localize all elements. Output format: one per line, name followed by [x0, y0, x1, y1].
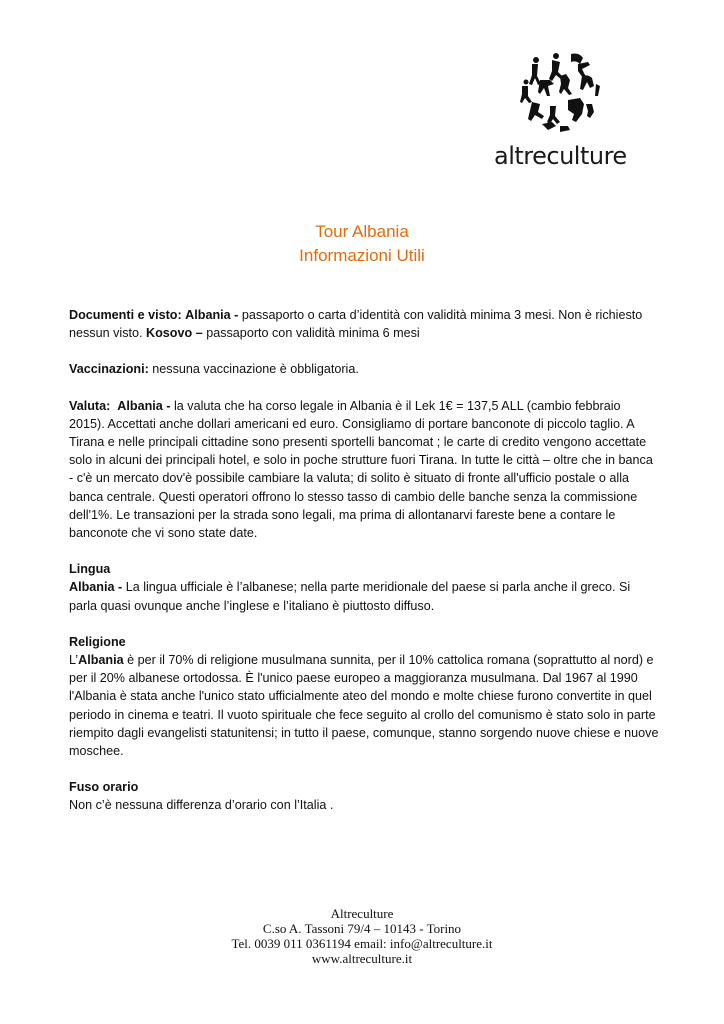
- documenti-country-1: Albania -: [185, 308, 239, 322]
- vaccinazioni-label: Vaccinazioni:: [69, 362, 149, 377]
- section-documenti: [69, 306, 659, 342]
- documenti-label: Documenti e visto:: [69, 308, 182, 322]
- religione-text: è per il 70% di religione musulmana sunnita, per il 10% cattolica romana (soprattutto al nord) e per il 20% albanese ortodossa. È l'unico paese europeo a maggioranza musulmana. Dal 1967 al 1990 l'Albania è stata anche l'unico stato ufficialmente ateo del mondo e molte chiese furono convertite in quel periodo in cinema e teatri. Il vuoto spirituale che fece seguito al crollo del comunismo è stato solo in parte riempito dagli evangelisti statunitensi; in tutto il paese, comunque, stanno sorgendo nuove chiese e nuove moschee.: [69, 653, 659, 759]
- documenti-text-2: passaporto con validità minima 6 mesi: [206, 326, 420, 341]
- title-line-2: Informazioni Utili: [299, 246, 425, 265]
- fuso-heading: Fuso orario: [69, 780, 139, 795]
- section-vaccinazioni: [69, 360, 659, 378]
- valuta-label: Valuta:: [69, 398, 111, 413]
- lingua-text: La lingua ufficiale è l’albanese; nella parte meridionale del paese si parla anche il greco. Si parla quasi ovunque anche l’inglese e l’italiano è piuttosto diffuso.: [69, 580, 631, 613]
- logo-text: altreculture: [494, 142, 627, 170]
- footer-contacts: Tel. 0039 011 0361194 email: info@altreculture.it: [231, 936, 493, 951]
- religione-country: Albania: [78, 653, 124, 668]
- document-body: [69, 306, 659, 833]
- altreculture-logo: [494, 50, 627, 170]
- valuta-text: la valuta che ha corso legale in Albania è il Lek 1€ = 137,5 ALL (cambio febbraio 2015). Accettati anche dollari americani ed euro. Consigliamo di portare banconote di piccolo taglio. A Tirana e nelle principali cittadine sono presenti sportelli bancomat ; le carte di credito vengono accettate solo in alcuni dei principali hotel, e solo in poche strutture fuori Tirana. In tutte le città – oltre che in banca - c'è un mercato dov'è possibile cambiare la valuta; di solito è situato di fronte all'ufficio postale o alla banca centrale. Questi operatori offrono lo stesso tasso di cambio delle banche senza la commissione dell'1%. Le transazioni per la strada sono legali, ma prima di allontanarvi fareste bene a contare le banconote che vi sono state date.: [69, 398, 653, 541]
- footer-company: Altreculture: [330, 906, 394, 921]
- documenti-text-1: passaporto o carta d’identità con validità minima 3 mesi. Non è richiesto nessun visto.: [69, 308, 643, 341]
- religione-prefix: L’: [69, 653, 79, 668]
- lingua-heading: Lingua: [69, 562, 111, 577]
- documenti-country-2: Kosovo –: [146, 326, 203, 341]
- globe-figures-icon: [516, 50, 606, 136]
- title-line-1: Tour Albania: [315, 222, 409, 241]
- vaccinazioni-text: nessuna vaccinazione è obbligatoria.: [152, 362, 359, 377]
- section-lingua: [69, 560, 659, 615]
- section-religione: [69, 633, 659, 760]
- religione-heading: Religione: [69, 634, 126, 649]
- section-fuso-orario: [69, 778, 659, 814]
- lingua-country: Albania -: [69, 580, 123, 595]
- section-valuta: [69, 397, 659, 543]
- valuta-country: Albania -: [117, 398, 171, 413]
- fuso-text: Non c’è nessuna differenza d’orario con l’Italia .: [69, 798, 334, 813]
- document-title: [0, 220, 724, 268]
- footer-website: www.altreculture.it: [311, 951, 413, 966]
- page-footer: [0, 906, 724, 966]
- footer-address: C.so A. Tassoni 79/4 – 10143 - Torino: [262, 921, 462, 936]
